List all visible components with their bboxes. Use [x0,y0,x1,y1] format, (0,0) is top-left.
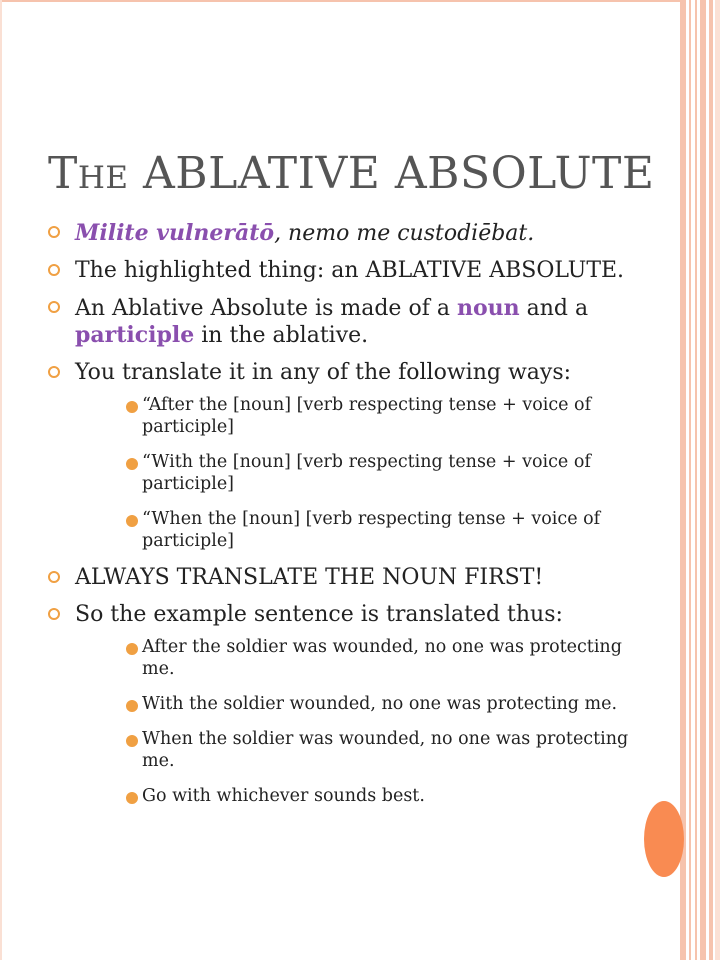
example-intro-text: So the example sentence is translated thus: [75,602,563,627]
example-highlight: Milite vulnerātō [75,220,275,246]
translate-intro-text: You translate it in any of the following ways: [75,360,572,385]
definition-text-3: in the ablative. [194,323,369,348]
bullet-dot-icon [126,458,138,470]
translation-ways-list [75,394,648,552]
bullet-ring-icon [48,608,60,620]
example-translation-text: When the soldier was wounded, no one was protecting me. [142,729,629,771]
border-stripe [709,0,713,960]
title-main: ABLATIVE ABSOLUTE [143,148,655,199]
border-stripe [680,0,686,960]
border-stripe [689,0,691,960]
translation-way-text: “With the [noun] [verb respecting tense + voice of participle] [142,452,591,494]
bullet-example [48,220,648,247]
title-small-caps: HE [77,160,129,196]
bullet-ring-icon [48,226,60,238]
example-translation-item [75,728,648,772]
translation-way-item [75,508,648,552]
left-border-line [0,0,2,960]
bullet-example-translation [48,602,648,807]
definition-text-1: An Ablative Absolute is made of a [75,296,457,321]
bullet-ring-icon [48,366,60,378]
example-translation-text: With the soldier wounded, no one was protecting me. [142,694,618,714]
highlighted-thing-text: The highlighted thing: an ABLATIVE ABSOLUTE. [75,258,625,283]
example-translations-list [75,636,648,807]
slide-title [48,148,655,199]
bullet-highlighted-thing [48,258,648,284]
slide-content [48,220,648,820]
bullet-dot-icon [126,700,138,712]
translation-way-item [75,394,648,438]
bullet-ring-icon [48,301,60,313]
bullet-dot-icon [126,515,138,527]
border-stripe [715,0,720,960]
decorative-orange-oval [644,801,684,877]
bullet-definition [48,295,648,349]
definition-participle: participle [75,322,195,348]
example-translation-text: Go with whichever sounds best. [142,786,425,806]
border-stripe [700,0,706,960]
translation-way-text: “When the [noun] [verb respecting tense + voice of participle] [142,509,601,551]
example-translation-item [75,693,648,715]
definition-noun: noun [456,295,520,321]
bullet-dot-icon [126,401,138,413]
top-border-line [0,0,680,2]
always-rule-text: ALWAYS TRANSLATE THE NOUN FIRST! [75,565,544,590]
translation-way-item [75,451,648,495]
example-translation-text: After the soldier was wounded, no one was protecting me. [142,637,622,679]
bullet-dot-icon [126,792,138,804]
example-translation-item [75,636,648,680]
bullet-ring-icon [48,264,60,276]
bullet-ring-icon [48,571,60,583]
bullet-dot-icon [126,643,138,655]
border-stripe [695,0,697,960]
example-rest: , nemo me custodiēbat. [274,221,535,246]
title-first-letter: T [48,148,78,199]
example-translation-item [75,785,648,807]
bullet-translate-intro [48,360,648,552]
bullet-always-rule [48,565,648,591]
bullet-dot-icon [126,735,138,747]
definition-text-2: and a [519,296,589,321]
translation-way-text: “After the [noun] [verb respecting tense + voice of participle] [142,395,592,437]
